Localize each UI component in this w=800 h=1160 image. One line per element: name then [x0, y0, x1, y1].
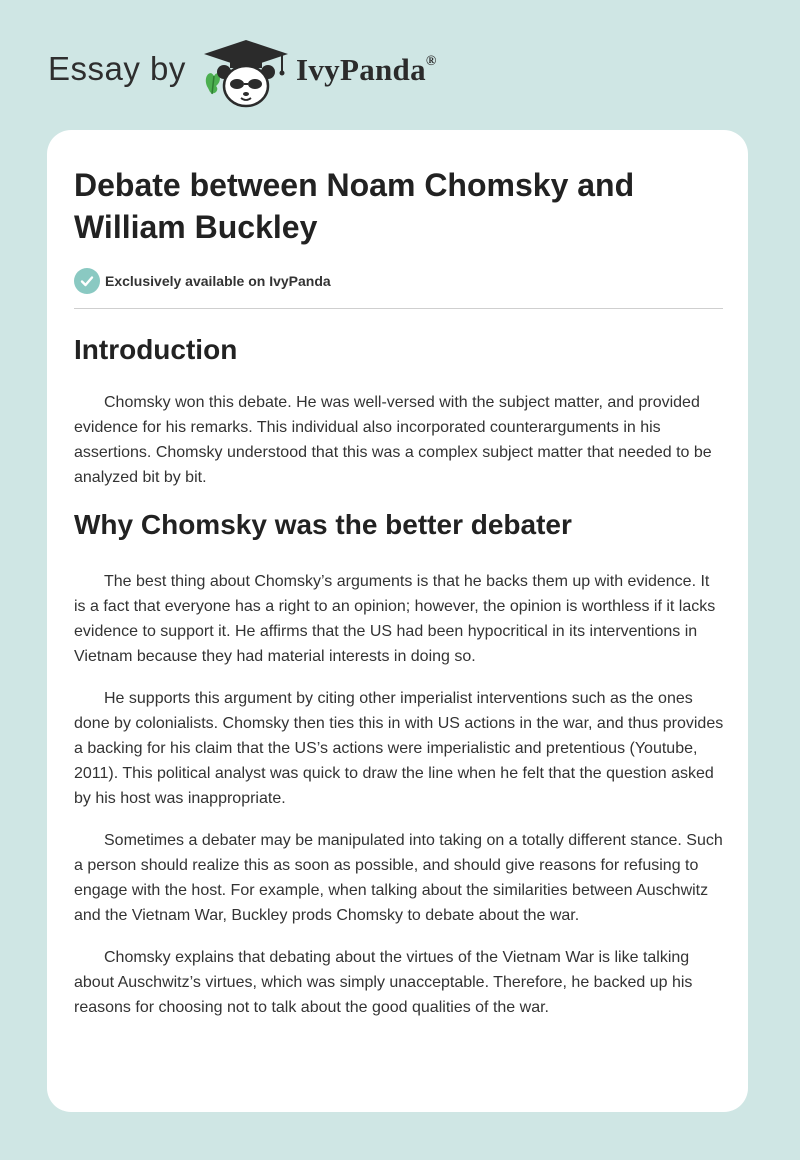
section-heading: Why Chomsky was the better debater — [74, 509, 572, 540]
paragraph: Sometimes a debater may be manipulated into taking on a totally different stance. Such a person should realize this as soon as possible, and should give reasons for refusing to engage with the host. For example, when talking about the similarities between Auschwitz and the Vietnam War, Buckley prods Chomsky to debate about the war. — [74, 832, 723, 924]
registered-mark: ® — [425, 53, 437, 69]
paragraph: Chomsky explains that debating about the virtues of the Vietnam War is like talking about Auschwitz’s virtues, which was simply unacceptable. Therefore, he backed up his reasons for choosing not to talk about the good qualities of the war. — [74, 949, 693, 1016]
paragraph: Chomsky won this debate. He was well-versed with the subject matter, and provided evidence for his remarks. This individual also incorporated counterarguments in his assertions. Chomsky understood that this was a complex subject matter that needed to be analyzed bit by bit. — [74, 394, 712, 486]
brand-text: IvyPanda — [296, 52, 426, 87]
site-header — [0, 0, 800, 130]
paragraph: He supports this argument by citing other imperialist interventions such as the ones done by colonialists. Chomsky then ties this in with US actions in the war, and thus provides a backing for his claim that the US’s actions were imperialistic and pretentious (Youtube, 2011). This political analyst was quick to draw the line when he felt that the question asked by his host was inappropriate. — [74, 690, 724, 807]
brand-name[interactable] — [296, 52, 437, 88]
check-circle-icon — [74, 268, 100, 294]
panda-graduate-icon[interactable] — [200, 38, 292, 110]
essay-by-label: Essay by — [48, 50, 186, 87]
exclusive-badge — [74, 266, 722, 296]
section-heading: Introduction — [74, 334, 238, 365]
exclusive-badge-text: Exclusively available on IvyPanda — [105, 273, 331, 289]
essay-title: Debate between Noam Chomsky and William Buckley — [74, 167, 635, 245]
title-divider — [74, 308, 723, 309]
paragraph: The best thing about Chomsky’s arguments is that he backs them up with evidence. It is a fact that everyone has a right to an opinion; however, the opinion is worthless if it lacks evidence to support it. He affirms that the US had been hypocritical in its interventions in Vietnam because they had material interests in doing so. — [74, 573, 716, 665]
essay-card — [47, 130, 748, 1112]
